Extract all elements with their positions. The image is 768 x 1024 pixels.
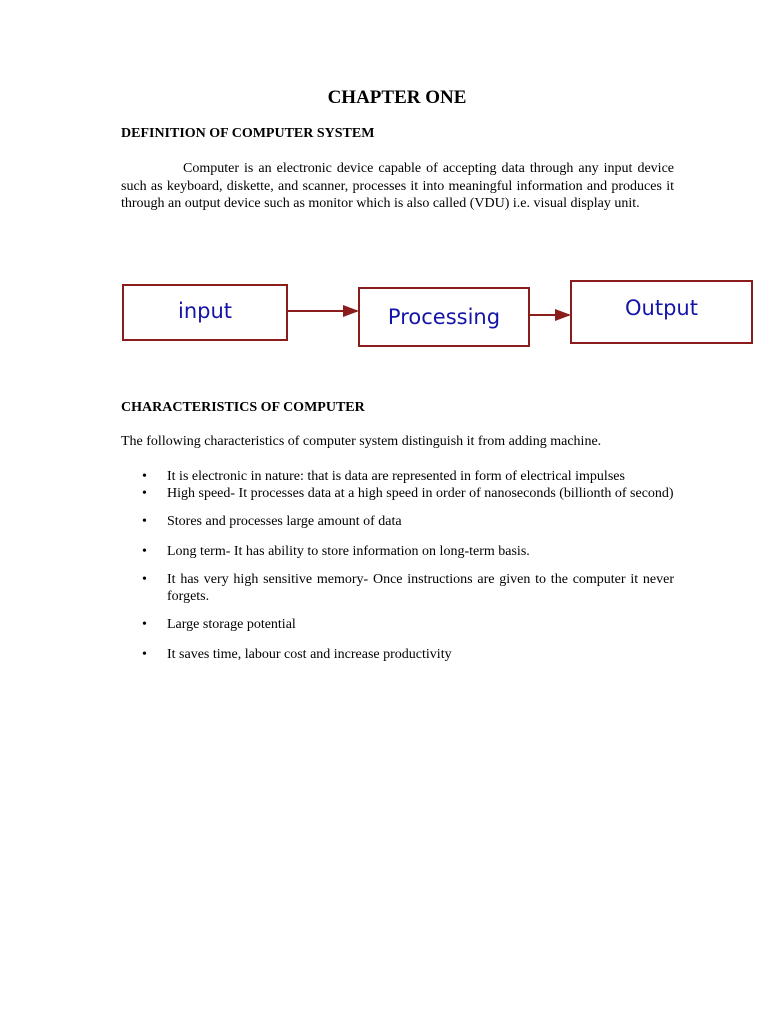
list-item	[121, 571, 674, 605]
list-item-text: High speed- It processes data at a high speed in order of nanoseconds (billionth of second)	[167, 486, 674, 501]
definition-paragraph: Computer is an electronic device capable of accepting data through any input device such as keyboard, diskette, and scanner, processes it into meaningful information and produces it through an output device such as monitor which is also called (VDU) i.e. visual display unit.	[121, 161, 674, 211]
page-title: CHAPTER ONE	[327, 87, 467, 108]
list-item-text: It is electronic in nature: that is data are represented in form of electrical impulses	[167, 469, 625, 484]
output-box-label: Output	[625, 296, 698, 320]
characteristics-heading: CHARACTERISTICS OF COMPUTER	[121, 400, 365, 415]
input-box-label: input	[177, 299, 233, 323]
bullet-icon: •	[142, 514, 147, 529]
bullet-icon: •	[142, 647, 147, 662]
list-item-text: Large storage potential	[167, 617, 296, 632]
bullet-icon: •	[142, 486, 147, 501]
bullet-icon: •	[142, 544, 147, 559]
processing-box-label: Processing	[387, 305, 501, 329]
input-box	[122, 284, 288, 341]
bullet-icon: •	[142, 469, 147, 484]
list-item	[121, 485, 674, 502]
list-item-text: Stores and processes large amount of data	[167, 514, 402, 529]
list-item-text: It saves time, labour cost and increase productivity	[167, 647, 452, 662]
characteristics-list	[121, 468, 674, 663]
list-item-text: It has very high sensitive memory- Once instructions are given to the computer it never forgets.	[167, 572, 674, 604]
bullet-icon: •	[142, 572, 147, 587]
list-item	[121, 616, 674, 633]
list-item	[121, 543, 674, 560]
list-item	[121, 646, 674, 663]
output-box	[570, 280, 753, 344]
bullet-icon: •	[142, 617, 147, 632]
list-item-text: Long term- It has ability to store information on long-term basis.	[167, 544, 530, 559]
processing-box	[358, 287, 530, 347]
list-item	[121, 513, 674, 530]
list-item	[121, 468, 674, 485]
characteristics-intro: The following characteristics of computer system distinguish it from adding machine.	[121, 434, 602, 449]
definition-heading: DEFINITION OF COMPUTER SYSTEM	[121, 126, 375, 141]
